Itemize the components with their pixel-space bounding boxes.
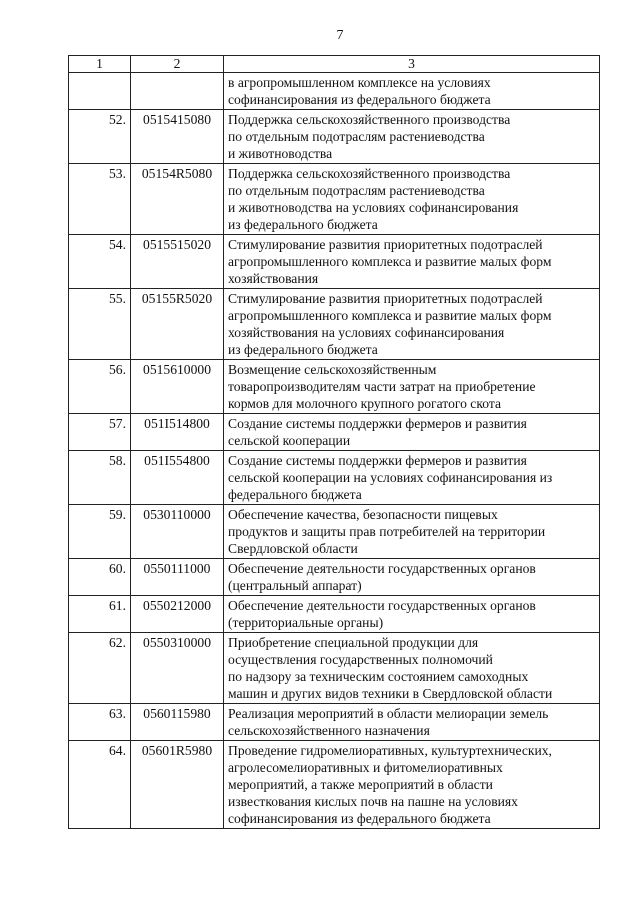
header-col-3: 3: [224, 56, 600, 73]
budget-code: 0530110000: [131, 505, 224, 559]
row-number: [69, 73, 131, 110]
description-line: Стимулирование развития приоритетных подотраслей: [228, 291, 543, 306]
description-line: из федерального бюджета: [228, 217, 378, 232]
description-line: Реализация мероприятий в области мелиорации земель: [228, 706, 549, 721]
description: [224, 414, 600, 451]
row-number: 62.: [69, 633, 131, 704]
table-row: [69, 633, 600, 704]
budget-code: 0560115980: [131, 704, 224, 741]
description-line: софинансирования из федерального бюджета: [228, 811, 491, 826]
description-line: товаропроизводителям части затрат на приобретение: [228, 379, 536, 394]
description: [224, 289, 600, 360]
budget-code: 05154R5080: [131, 164, 224, 235]
budget-table: [68, 55, 600, 829]
description-line: по надзору за техническим состоянием самоходных: [228, 669, 529, 684]
description-line: Проведение гидромелиоративных, культуртехнических,: [228, 743, 552, 758]
header-col-1: 1: [69, 56, 131, 73]
description: [224, 704, 600, 741]
description-line: Поддержка сельскохозяйственного производства: [228, 112, 511, 127]
row-number: 61.: [69, 596, 131, 633]
description-line: сельскохозяйственного назначения: [228, 723, 430, 738]
table-row: [69, 596, 600, 633]
description: [224, 505, 600, 559]
description: [224, 596, 600, 633]
budget-code: 0515415080: [131, 110, 224, 164]
description-line: Обеспечение деятельности государственных органов: [228, 561, 536, 576]
budget-code: 0550212000: [131, 596, 224, 633]
row-number: 55.: [69, 289, 131, 360]
description: [224, 633, 600, 704]
budget-code: 0550310000: [131, 633, 224, 704]
table-row: [69, 505, 600, 559]
table-row: [69, 559, 600, 596]
description-line: Обеспечение деятельности государственных органов: [228, 598, 536, 613]
table-row: [69, 235, 600, 289]
description-line: известкования кислых почв на пашне на условиях: [228, 794, 518, 809]
row-number: 52.: [69, 110, 131, 164]
description-line: Свердловской области: [228, 541, 358, 556]
description-line: Стимулирование развития приоритетных подотраслей: [228, 237, 543, 252]
description-line: хозяйствования: [228, 271, 319, 286]
header-col-2: 2: [131, 56, 224, 73]
budget-code: 0515610000: [131, 360, 224, 414]
budget-code: 051I554800: [131, 451, 224, 505]
description-line: сельской кооперации на условиях софинансирования из: [228, 470, 553, 485]
description: [224, 360, 600, 414]
description-line: (территориальные органы): [228, 615, 384, 630]
description-line: мероприятий, а также мероприятий в области: [228, 777, 493, 792]
description-line: машин и других видов техники в Свердловской области: [228, 686, 553, 701]
description-line: в агропромышленном комплексе на условиях: [228, 75, 491, 90]
row-number: 60.: [69, 559, 131, 596]
table-row: [69, 414, 600, 451]
description: [224, 73, 600, 110]
description-line: Поддержка сельскохозяйственного производства: [228, 166, 511, 181]
table-row: [69, 704, 600, 741]
description-line: Приобретение специальной продукции для: [228, 635, 479, 650]
table-row: [69, 360, 600, 414]
description-line: из федерального бюджета: [228, 342, 378, 357]
description-line: и животноводства: [228, 146, 333, 161]
table-header-row: [69, 56, 600, 73]
budget-code: 05155R5020: [131, 289, 224, 360]
budget-code: [131, 73, 224, 110]
description-line: продуктов и защиты прав потребителей на территории: [228, 524, 546, 539]
table-row: [69, 110, 600, 164]
description-line: и животноводства на условиях софинансирования: [228, 200, 519, 215]
budget-code: 051I514800: [131, 414, 224, 451]
description-line: (центральный аппарат): [228, 578, 362, 593]
description: [224, 451, 600, 505]
budget-code: 0515515020: [131, 235, 224, 289]
description: [224, 235, 600, 289]
row-number: 58.: [69, 451, 131, 505]
description-line: Обеспечение качества, безопасности пищевых: [228, 507, 498, 522]
description-line: Создание системы поддержки фермеров и развития: [228, 453, 527, 468]
row-number: 57.: [69, 414, 131, 451]
description-line: агропромышленного комплекса и развитие малых форм: [228, 308, 552, 323]
description-line: Создание системы поддержки фермеров и развития: [228, 416, 527, 431]
description-line: осуществления государственных полномочий: [228, 652, 493, 667]
budget-code: 0550111000: [131, 559, 224, 596]
description: [224, 164, 600, 235]
row-number: 59.: [69, 505, 131, 559]
row-number: 56.: [69, 360, 131, 414]
page-number: 7: [336, 28, 344, 43]
description-line: агролесомелиоративных и фитомелиоративных: [228, 760, 503, 775]
table-row: [69, 73, 600, 110]
table-row: [69, 164, 600, 235]
description: [224, 559, 600, 596]
row-number: 53.: [69, 164, 131, 235]
description: [224, 741, 600, 829]
row-number: 64.: [69, 741, 131, 829]
description-line: по отдельным подотраслям растениеводства: [228, 183, 485, 198]
row-number: 54.: [69, 235, 131, 289]
description-line: по отдельным подотраслям растениеводства: [228, 129, 485, 144]
description-line: хозяйствования на условиях софинансирования: [228, 325, 505, 340]
table-row: [69, 451, 600, 505]
table-row: [69, 741, 600, 829]
description-line: софинансирования из федерального бюджета: [228, 92, 491, 107]
description-line: кормов для молочного крупного рогатого скота: [228, 396, 502, 411]
budget-code: 05601R5980: [131, 741, 224, 829]
description-line: Возмещение сельскохозяйственным: [228, 362, 437, 377]
description-line: сельской кооперации: [228, 433, 351, 448]
row-number: 63.: [69, 704, 131, 741]
description: [224, 110, 600, 164]
description-line: федерального бюджета: [228, 487, 362, 502]
table-row: [69, 289, 600, 360]
description-line: агропромышленного комплекса и развитие малых форм: [228, 254, 552, 269]
